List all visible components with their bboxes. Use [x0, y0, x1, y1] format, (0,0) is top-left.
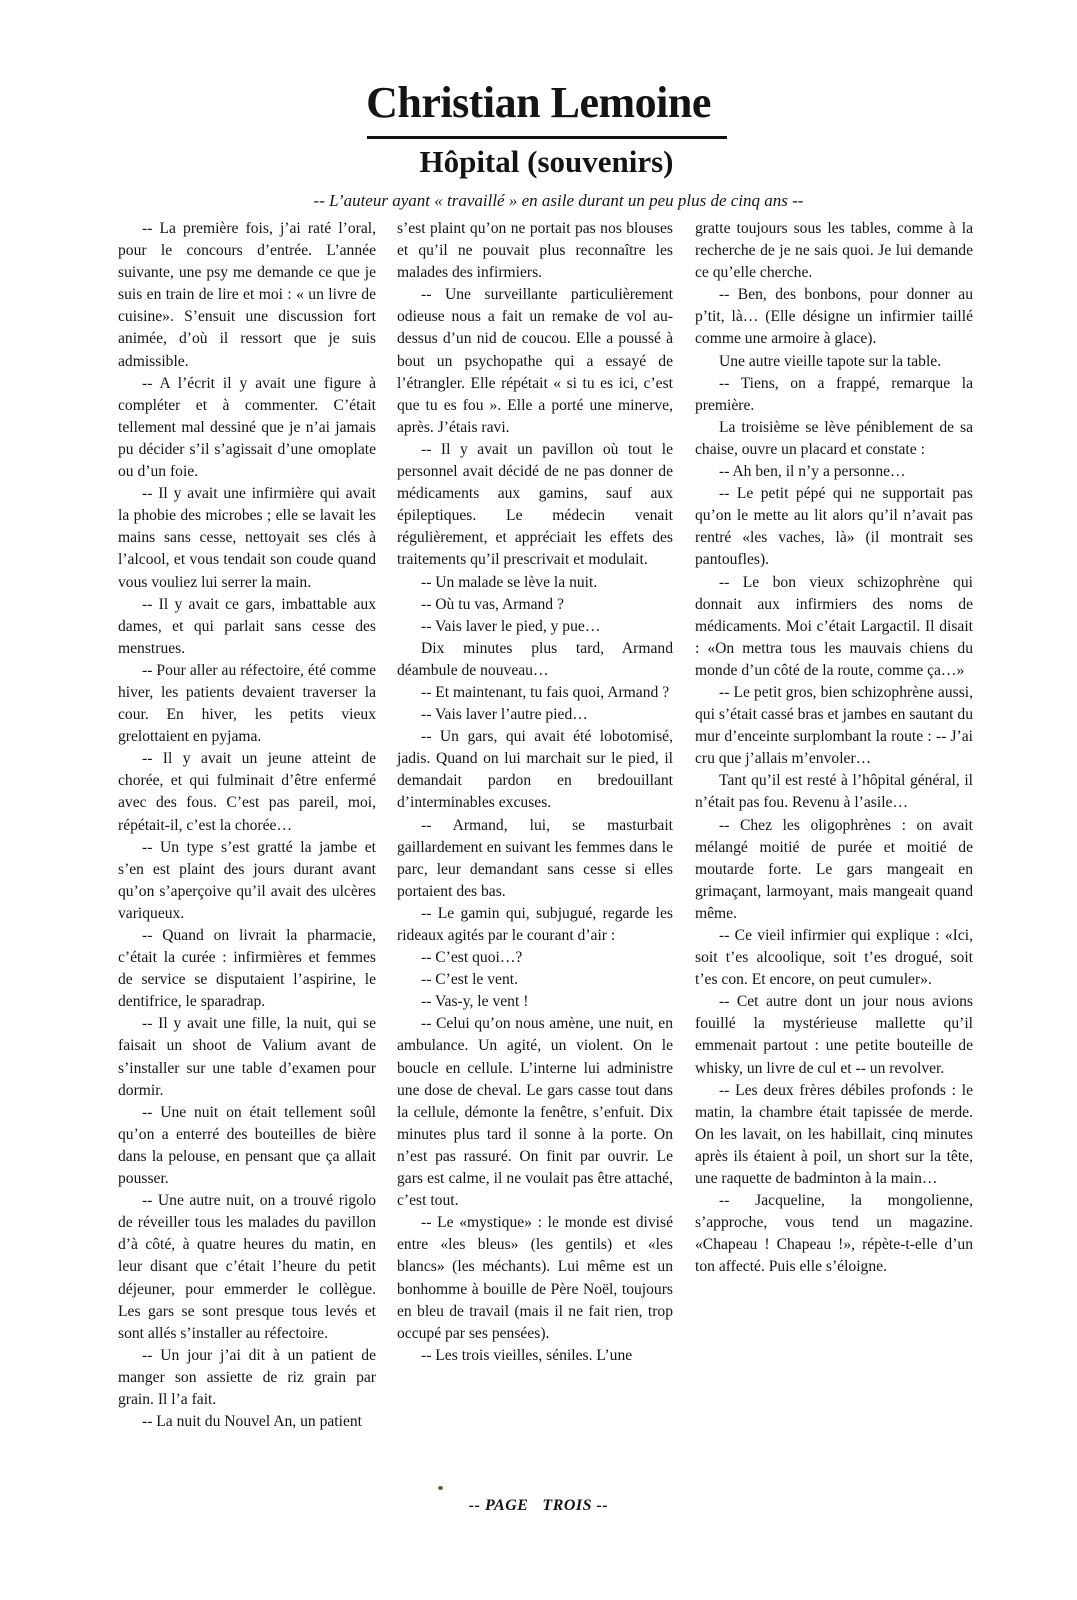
paragraph: -- Ce vieil infirmier qui explique : «Ici, soit t’es alcoolique, soit t’es drogué, soit t’es con. Et encore, on peut cumuler». [695, 927, 973, 989]
article-header [0, 78, 1077, 213]
paragraph: -- Vais laver le pied, y pue… [421, 617, 601, 635]
paragraph: -- Le «mystique» : le monde est divisé entre «les bleus» (les gentils) et «les blancs» (les méchants). Lui même est un bonhomme à bouille de Père Noël, toujours en bleu de travail (mais il ne fait rien, trop occupé par ses pensées). [397, 1214, 673, 1342]
paragraph: -- La nuit du Nouvel An, un patient [142, 1413, 363, 1431]
paragraph: -- Les trois vieilles, séniles. L’une [421, 1346, 633, 1364]
paragraph: -- Une surveillante particulièrement odieuse nous a fait un remake de vol au-dessus d’un nid de coucou. Elle a poussé à bout un psychopathe qui a essayé de l’étrangler. Elle répétait « si tu es ici, c’est que tu es fou ». Elle a porté une minerve, après. J’étais ravi. [397, 286, 673, 436]
paragraph: -- Il y avait une fille, la nuit, qui se faisait un shoot de Valium avant de s’installer sur une table d’examen pour dormir. [118, 1015, 376, 1099]
paragraph: -- La première fois, j’ai raté l’oral, pour le concours d’entrée. L’année suivante, une psy me demande ce que je suis en train de lire et moi : « un livre de cuisine». S’ensuit une discussion fort animée, d’où il ressort que je suis admissible. [118, 220, 376, 370]
paragraph: Une autre vieille tapote sur la table. [719, 352, 942, 370]
article-title: Hôpital (souvenirs) [419, 144, 674, 179]
footer-page-number: TROIS -- [542, 1497, 609, 1514]
paragraph: La troisième se lève péniblement de sa chaise, ouvre un placard et constate : [695, 418, 973, 458]
text-column-3 [695, 218, 973, 1279]
paragraph: -- Le petit gros, bien schizophrène aussi, qui s’était cassé bras et jambes en sautant du mur d’enceinte surplombant la route : -- J’ai cru que j’allais m’envoler… [695, 683, 973, 768]
paragraph: gratte toujours sous les tables, comme à la recherche de je ne sais quoi. Je lui demande ce qu’elle cherche. [695, 220, 973, 282]
paragraph: -- Cet autre dont un jour nous avions fouillé la mystérieuse mallette qu’il emmenait partout : une petite bouteille de whisky, un livre de cul et -- un revolver. [695, 993, 973, 1077]
paragraph: -- Un type s’est gratté la jambe et s’en est plaint des jours durant avant qu’on s’aperçoive qu’il avait des ulcères variqueux. [118, 838, 376, 922]
paragraph: -- Le gamin qui, subjugué, regarde les rideaux agités par le courant d’air : [397, 904, 673, 944]
paragraph: -- Le petit pépé qui ne supportait pas qu’on le mette au lit alors qu’il n’avait pas rentré «les vaches, là» (il montrait ses pantoufles). [695, 485, 973, 569]
paragraph: -- Chez les oligophrènes : on avait mélangé moitié de purée et moitié de moutarde forte. Le gars mangeait en grimaçant, larmoyant, mais mangeait quand même. [695, 816, 973, 922]
paragraph: Dix minutes plus tard, Armand déambule de nouveau… [397, 639, 673, 679]
page-footer [0, 1497, 1077, 1515]
paragraph: -- Tiens, on a frappé, remarque la première. [695, 374, 973, 414]
paragraph: -- C’est quoi…? [421, 949, 523, 967]
paragraph: -- Armand, lui, se masturbait gaillardement en suivant les femmes dans le parc, leur demandant sans cesse si elles portaient des bas. [397, 816, 673, 900]
text-column-2 [397, 218, 673, 1367]
text-column-1 [118, 218, 376, 1433]
print-speck [438, 1486, 443, 1490]
paragraph: -- Et maintenant, tu fais quoi, Armand ? [421, 683, 670, 701]
article-subtitle: -- L’auteur ayant « travaillé » en asile durant un peu plus de cinq ans -- [313, 191, 804, 210]
paragraph: -- Une autre nuit, on a trouvé rigolo de réveiller tous les malades du pavillon d’à côté, à quatre heures du matin, en leur disant que c’était l’heure du petit déjeuner, pour emmerder le collègue. Les gars se sont presque tous levés et sont allés s’installer au réfectoire. [118, 1192, 376, 1342]
paragraph: -- Vais laver l’autre pied… [421, 706, 588, 724]
paragraph: -- Un malade se lève la nuit. [421, 573, 598, 591]
paragraph: -- Il y avait un jeune atteint de chorée, et qui fulminait d’être enfermé avec des fous. C’est pas pareil, moi, répétait-il, c’est la chorée… [118, 750, 376, 834]
paragraph: Tant qu’il est resté à l’hôpital général, il n’était pas fou. Revenu à l’asile… [695, 772, 973, 812]
paragraph: -- Où tu vas, Armand ? [421, 595, 564, 613]
paragraph: -- Jacqueline, la mongolienne, s’approche, vous tend un magazine. «Chapeau ! Chapeau !», répète-t-elle d’un ton affecté. Puis elle s’éloigne. [695, 1192, 973, 1276]
paragraph: -- Ben, des bonbons, pour donner au p’tit, là… (Elle désigne un infirmier taillé comme une armoire à glace). [695, 286, 973, 348]
paragraph: -- Le bon vieux schizophrène qui donnait aux infirmiers des noms de médicaments. Moi c’était Largactil. Il disait : «On mettra tous les mauvais chiens du monde d’un côté de la route, comme ça…» [695, 573, 973, 679]
paragraph: -- Ah ben, il n’y a personne… [719, 463, 906, 481]
footer-page-label: -- PAGE [468, 1497, 529, 1514]
paragraph: -- Un gars, qui avait été lobotomisé, jadis. Quand on lui marchait sur le pied, il demandait pardon en bredouillant d’interminables excuses. [397, 728, 673, 812]
paragraph: -- Il y avait ce gars, imbattable aux dames, et qui parlait sans cesse des menstrues. [118, 595, 376, 657]
paragraph: -- Quand on livrait la pharmacie, c’était la curée : infirmières et femmes de service se disputaient l’aspirine, le dentifrice, le sparadrap. [118, 927, 376, 1011]
paragraph: -- Celui qu’on nous amène, une nuit, en ambulance. Un agité, un violent. On le boucle en cellule. L’interne lui administre une dose de cheval. Le gars casse tout dans la cellule, démonte la fenêtre, s’enfuit. Dix minutes plus tard il sonne à la porte. On n’est pas rassuré. On finit par ouvrir. Le gars est calme, il ne voulait pas être attaché, c’est tout. [397, 1015, 673, 1210]
title-divider [367, 136, 727, 139]
paragraph: -- Vas-y, le vent ! [421, 993, 529, 1011]
author-name: Christian Lemoine [366, 78, 711, 127]
paragraph: -- Une nuit on était tellement soûl qu’on a enterré des bouteilles de bière dans la pelouse, en pensant que ça allait pousser. [118, 1103, 376, 1188]
paragraph: -- Un jour j’ai dit à un patient de manger son assiette de riz grain par grain. Il l’a fait. [118, 1346, 376, 1408]
paragraph: -- Les deux frères débiles profonds : le matin, la chambre était tapissée de merde. On les lavait, on les habillait, cinq minutes après ils étaient à poil, un short sur la tête, une raquette de badminton à la main… [695, 1081, 973, 1188]
paragraph: s’est plaint qu’on ne portait pas nos blouses et qu’il ne pouvait plus reconnaître les malades des infirmiers. [397, 220, 673, 282]
paragraph: -- C’est le vent. [421, 971, 518, 989]
paragraph: -- A l’écrit il y avait une figure à compléter et à commenter. C’était tellement mal dessiné que je n’ai jamais pu décider s’il s’agissait d’une omoplate ou d’un foie. [118, 374, 376, 481]
paragraph: -- Pour aller au réfectoire, été comme hiver, les patients devaient traverser la cour. En hiver, les petits vieux grelottaient en pyjama. [118, 661, 376, 746]
paragraph: -- Il y avait une infirmière qui avait la phobie des microbes ; elle se lavait les mains sans cesse, nettoyait ses clés à l’alcool, et vous tendait son coude quand vous vouliez lui serrer la main. [118, 485, 376, 591]
paragraph: -- Il y avait un pavillon où tout le personnel avait décidé de ne pas donner de médicaments aux gamins, sauf aux épileptiques. Le médecin venait régulièrement, et appréciait les effets des traitements qu’il prescrivait et modulait. [397, 440, 673, 569]
